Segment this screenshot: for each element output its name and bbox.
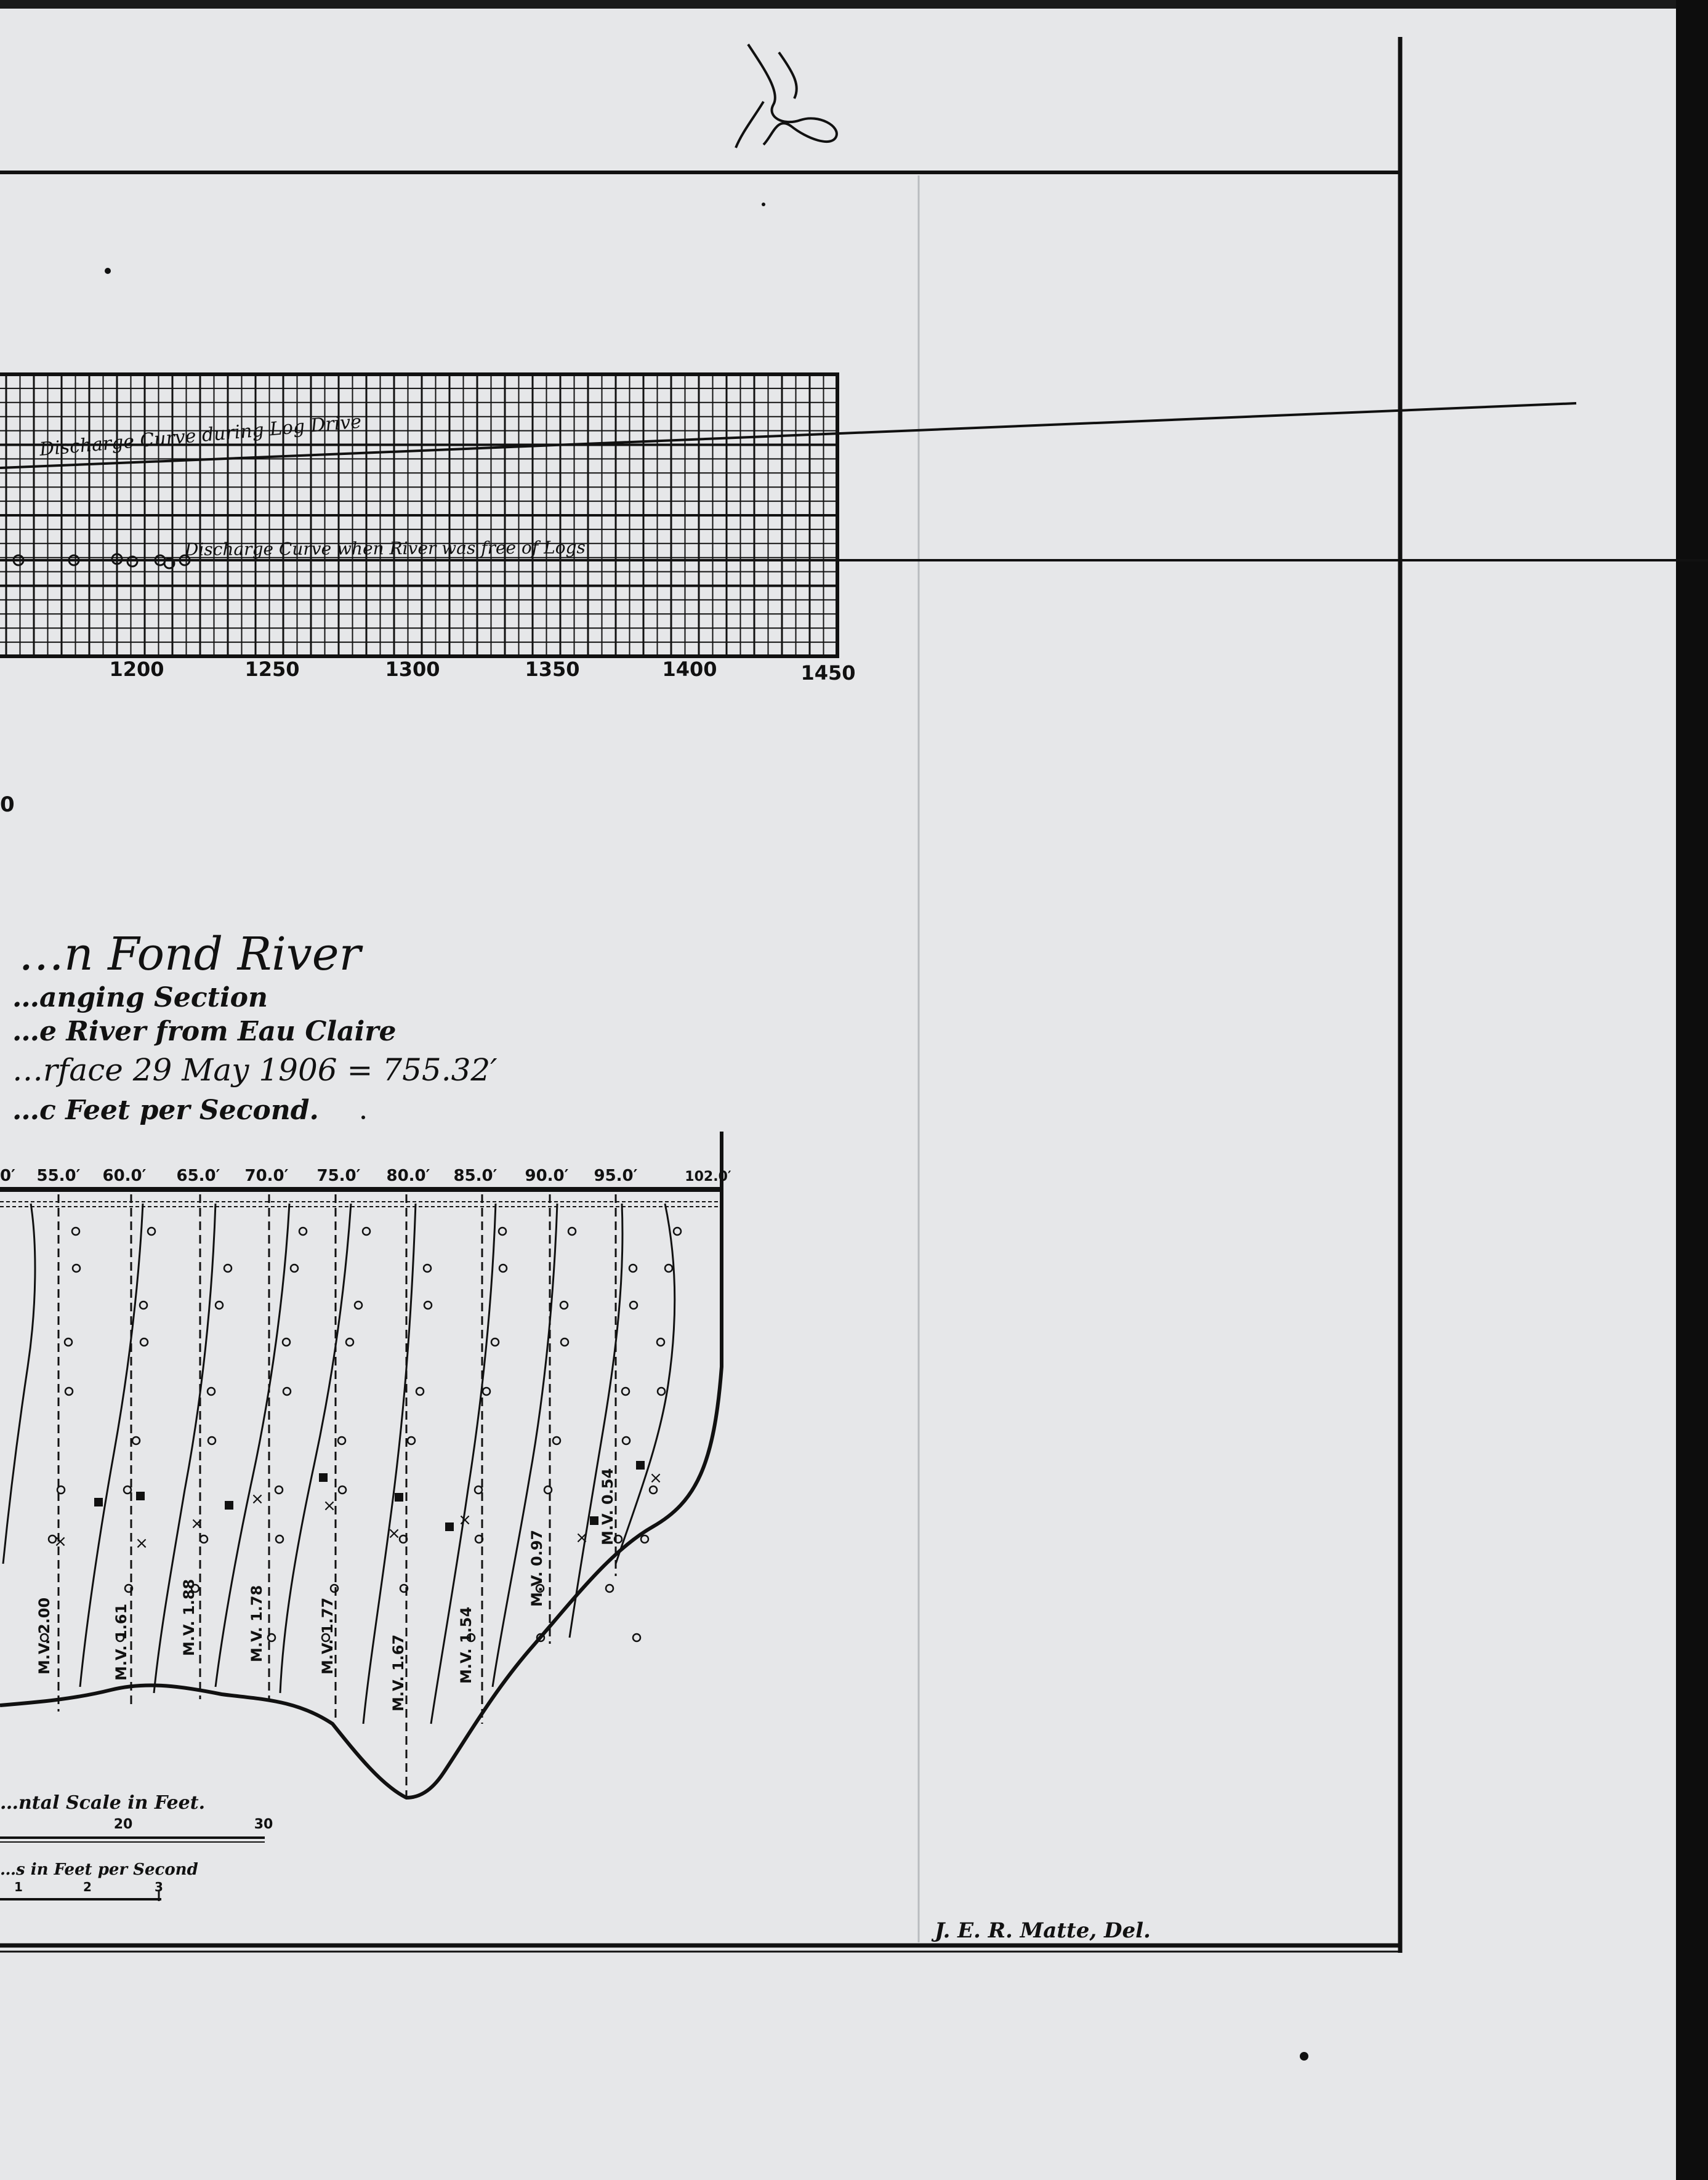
observation-point: [268, 1634, 275, 1641]
observation-point: [483, 1388, 490, 1395]
observation-point: [622, 1437, 630, 1444]
observation-point: [224, 1265, 232, 1272]
observation-point: [148, 1228, 155, 1235]
observation-point: [491, 1338, 499, 1346]
observation-cross: ×: [387, 1524, 401, 1543]
observation-cross: ×: [323, 1497, 336, 1515]
mv-label: M.V. 0.97: [528, 1529, 546, 1607]
curve-lower-label: Discharge Curve when River was free of Logs: [184, 537, 586, 560]
observation-square: [636, 1461, 645, 1470]
observation-point: [73, 1265, 80, 1272]
title-block: [12, 928, 497, 1126]
chart-x-ticks: [109, 658, 855, 685]
observation-cross: ×: [135, 1534, 148, 1553]
observation-point: [355, 1301, 362, 1309]
observation-point: [124, 1486, 131, 1494]
observation-point: [216, 1301, 223, 1309]
cross-section: [0, 1132, 731, 1801]
observation-cross: ×: [649, 1469, 663, 1487]
horizontal-scale-label: …ntal Scale in Feet.: [0, 1792, 206, 1814]
draftsman-credit: J. E. R. Matte, Del.: [935, 1918, 1151, 1943]
map-lake-outline: [736, 44, 837, 148]
observation-point: [299, 1228, 307, 1235]
observation-point: [200, 1535, 207, 1543]
mv-label: M.V. 0.54: [599, 1468, 616, 1545]
mv-label: M.V. 1.77: [319, 1597, 336, 1675]
observation-point: [424, 1265, 431, 1272]
horizontal-tick: 30: [254, 1817, 273, 1832]
observation-point: [630, 1301, 637, 1309]
station-label: 102.0′: [685, 1169, 731, 1185]
velocity-scale: [0, 1860, 198, 1901]
observation-point: [424, 1301, 432, 1309]
horizontal-scale: [0, 1792, 273, 1842]
observation-square: [445, 1522, 454, 1531]
station-labels: [0, 1167, 731, 1185]
observation-square: [94, 1498, 103, 1506]
observation-square: [590, 1516, 598, 1525]
observation-point: [665, 1265, 672, 1272]
observation-point: [622, 1388, 629, 1395]
station-label: 90.0′: [525, 1167, 569, 1185]
title-line-2: …anging Section: [12, 982, 268, 1013]
x-tick-1450: 1450: [800, 661, 856, 685]
observation-point: [553, 1437, 560, 1444]
observation-point: [140, 1338, 148, 1346]
station-label: 80.0′: [386, 1167, 430, 1185]
observation-cross: ×: [190, 1514, 204, 1533]
scan-specks: [105, 203, 1308, 2061]
observation-point: [346, 1338, 353, 1346]
observation-point: [475, 1486, 482, 1494]
observation-square: [225, 1501, 233, 1510]
observation-point: [331, 1585, 338, 1592]
station-label: 85.0′: [453, 1167, 497, 1185]
velocity-tick: 2: [83, 1880, 92, 1894]
velocity-tick: 1: [14, 1880, 23, 1894]
velocity-curves: [3, 1204, 675, 1724]
title-line-3: …e River from Eau Claire: [12, 1016, 397, 1047]
observation-point: [291, 1265, 298, 1272]
x-tick-1300: 1300: [385, 658, 440, 681]
observation-point: [72, 1228, 79, 1235]
observation-point: [283, 1388, 291, 1395]
observation-cross: ×: [54, 1532, 67, 1551]
observation-point: [657, 1338, 664, 1346]
mv-label: M.V. 1.67: [390, 1634, 407, 1711]
observation-point: [57, 1486, 65, 1494]
mv-label: M.V. 1.54: [457, 1606, 475, 1684]
station-label: 60.0′: [102, 1167, 147, 1185]
x-tick-1200: 1200: [109, 658, 164, 681]
observation-point: [65, 1388, 73, 1395]
observation-point: [633, 1634, 640, 1641]
observation-point: [641, 1535, 648, 1543]
observation-cross: ×: [458, 1511, 472, 1529]
observation-point: [544, 1486, 552, 1494]
observation-cross: ×: [575, 1529, 589, 1547]
observation-cross: ×: [251, 1490, 264, 1508]
riverbed-profile: [0, 1132, 722, 1798]
observation-point: [132, 1437, 140, 1444]
observation-point: [561, 1338, 568, 1346]
observation-point: [416, 1388, 424, 1395]
mv-label: M.V. 1.78: [248, 1585, 265, 1662]
observation-square: [136, 1492, 145, 1500]
observation-point: [568, 1228, 576, 1235]
curve-upper-label: Discharge Curve during Log Drive: [38, 411, 363, 461]
station-label: 55.0′: [36, 1167, 81, 1185]
observation-point: [207, 1388, 215, 1395]
mv-label: M.V. 2.00: [36, 1597, 53, 1675]
observation-point: [339, 1486, 346, 1494]
observation-point: [408, 1437, 415, 1444]
title-line-4: …rface 29 May 1906 = 755.32′: [12, 1052, 497, 1088]
observation-point: [363, 1228, 370, 1235]
observation-point: [283, 1338, 290, 1346]
mv-label: M.V. 1.88: [180, 1579, 198, 1656]
observation-point: [674, 1228, 681, 1235]
horizontal-tick: 20: [113, 1817, 133, 1832]
station-label: 70.0′: [244, 1167, 289, 1185]
station-label: 95.0′: [594, 1167, 638, 1185]
observation-point: [65, 1338, 72, 1346]
station-label: 75.0′: [316, 1167, 361, 1185]
observation-point: [606, 1585, 613, 1592]
observation-point: [560, 1301, 568, 1309]
observation-point: [338, 1437, 345, 1444]
observation-point: [629, 1265, 637, 1272]
x-tick-1400: 1400: [662, 658, 717, 681]
discharge-chart-grid: [0, 374, 837, 656]
observation-point: [499, 1228, 506, 1235]
title-line-5: …c Feet per Second.: [12, 1095, 319, 1126]
observation-point: [208, 1437, 216, 1444]
velocity-scale-label: …s in Feet per Second: [0, 1860, 198, 1879]
velocity-tick: 3: [155, 1880, 163, 1894]
observation-square: [319, 1473, 328, 1482]
x-tick-1350: 1350: [525, 658, 580, 681]
station-label: 0′: [0, 1167, 15, 1185]
observation-point: [276, 1535, 283, 1543]
title-line-1: …n Fond River: [18, 928, 361, 981]
station-label: 65.0′: [176, 1167, 220, 1185]
observation-point: [499, 1265, 507, 1272]
observation-point: [658, 1388, 665, 1395]
stray-digit: 0: [0, 792, 15, 817]
observation-square: [395, 1493, 403, 1502]
x-tick-1250: 1250: [244, 658, 300, 681]
observation-point: [275, 1486, 283, 1494]
mv-label: M.V. 1.61: [113, 1603, 130, 1681]
observation-point: [140, 1301, 147, 1309]
